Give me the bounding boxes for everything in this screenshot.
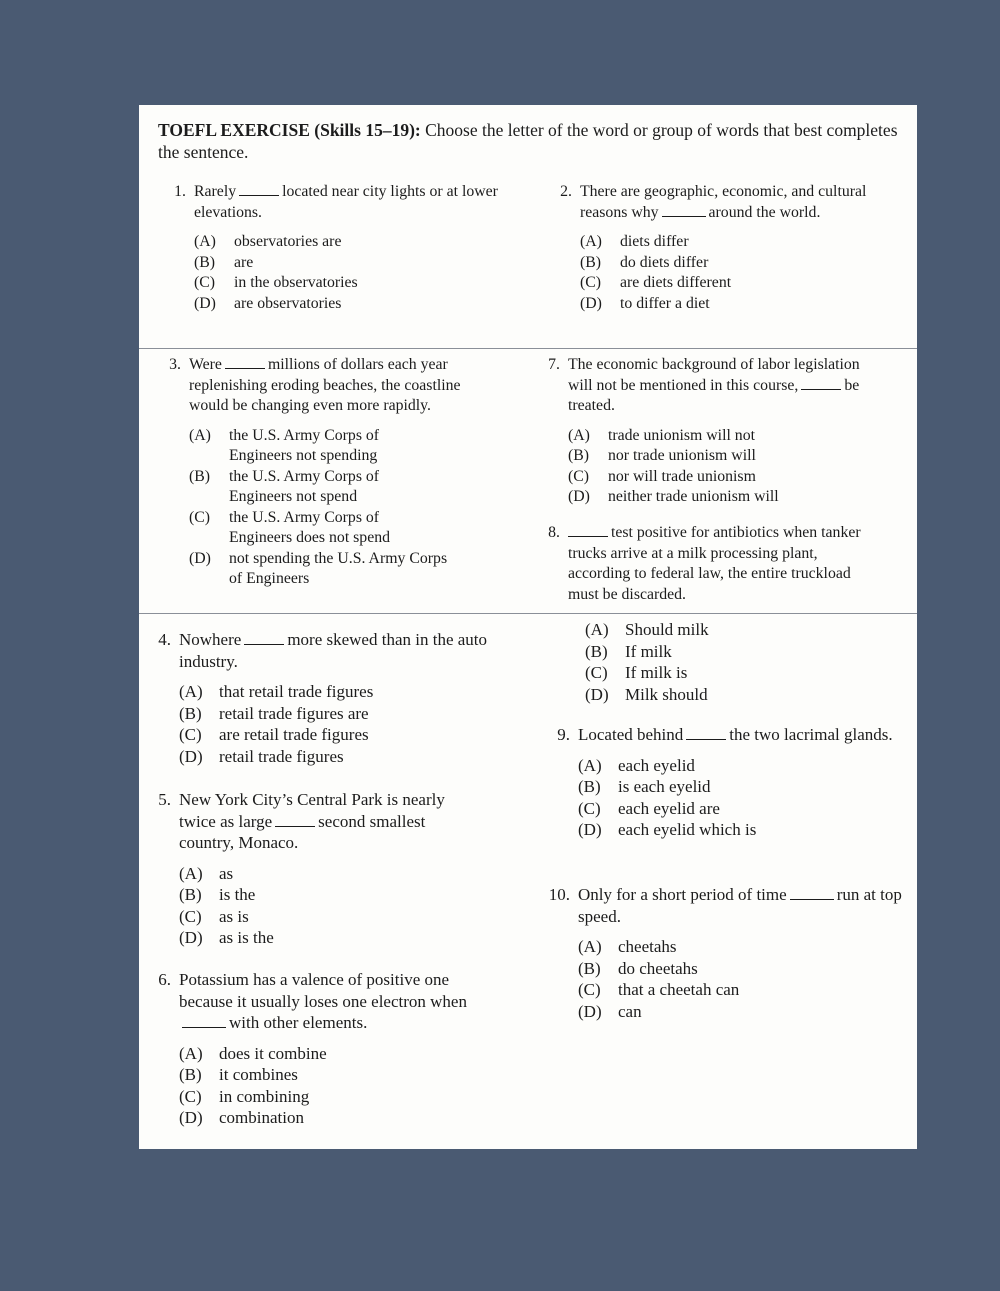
question-5 bbox=[143, 789, 513, 949]
option-d[interactable]: (D) can bbox=[578, 1001, 642, 1021]
answer-blank bbox=[182, 1015, 226, 1028]
option-b[interactable]: (B) retail trade figures are bbox=[179, 703, 369, 723]
question-8 bbox=[532, 523, 872, 605]
question-stem: Only for a short period of time run at top speed. bbox=[578, 885, 902, 926]
answer-options bbox=[580, 232, 884, 314]
answer-blank bbox=[225, 356, 265, 369]
option-c[interactable]: (C) each eyelid are bbox=[578, 798, 720, 818]
option-a[interactable]: (A) Should milk bbox=[585, 620, 709, 639]
question-9 bbox=[542, 724, 902, 841]
option-d[interactable]: (D) as is the bbox=[179, 928, 274, 947]
option-d[interactable]: (D) combination bbox=[179, 1108, 304, 1127]
exercise-title: TOEFL EXERCISE (Skills 15–19): bbox=[158, 120, 421, 140]
option-b[interactable]: (B) do cheetahs bbox=[578, 958, 698, 978]
option-a[interactable]: (A) that retail trade figures bbox=[179, 682, 374, 701]
question-number: 10. bbox=[548, 885, 570, 904]
answer-options bbox=[568, 426, 872, 508]
answer-options bbox=[189, 426, 493, 590]
answer-blank bbox=[239, 183, 279, 196]
question-number: 4. bbox=[158, 630, 171, 649]
question-stem: Located behind the two lacrimal glands. bbox=[578, 725, 893, 744]
question-1 bbox=[158, 182, 518, 314]
answer-blank bbox=[275, 814, 315, 827]
question-stem: test positive for antibiotics when tanker trucks arrive at a milk processing plant, according to federal law, the entire truckload must be discarded. bbox=[568, 524, 861, 603]
answer-blank bbox=[244, 632, 284, 645]
answer-options bbox=[194, 232, 518, 314]
option-b[interactable]: (B) it combines bbox=[179, 1065, 298, 1084]
option-d[interactable]: (D) each eyelid which is bbox=[578, 820, 757, 839]
answer-blank bbox=[686, 727, 726, 740]
question-8-options bbox=[549, 619, 869, 705]
option-a[interactable]: (A) trade unionism will not bbox=[568, 426, 755, 444]
option-a[interactable]: (A) observatories are bbox=[194, 233, 342, 250]
option-d[interactable]: (D) retail trade figures bbox=[179, 746, 344, 766]
answer-options bbox=[179, 1043, 513, 1129]
answer-blank bbox=[801, 377, 841, 390]
exercise-instructions: Choose the letter of the word or group of words that best completes the sentence. bbox=[158, 120, 898, 162]
option-c[interactable]: (C) are retail trade figures bbox=[179, 725, 369, 744]
answer-options bbox=[179, 681, 513, 767]
option-d[interactable]: (D) to differ a diet bbox=[580, 294, 710, 312]
question-number: 2. bbox=[560, 183, 572, 200]
section-divider bbox=[139, 348, 917, 349]
question-stem: The economic background of labor legislation will not be mentioned in this course, be treated. bbox=[568, 356, 860, 414]
question-number: 9. bbox=[557, 725, 570, 744]
question-4 bbox=[143, 629, 513, 767]
question-6 bbox=[143, 969, 513, 1129]
option-c[interactable]: (C) in combining bbox=[179, 1086, 310, 1106]
option-b[interactable]: (B) are bbox=[194, 253, 254, 271]
question-10 bbox=[542, 884, 902, 1022]
option-d[interactable]: (D) not spending the U.S. Army Corps of Engineers bbox=[189, 549, 448, 587]
question-3 bbox=[153, 355, 493, 590]
option-b[interactable]: (B) nor trade unionism will bbox=[568, 447, 756, 464]
option-b[interactable]: (B) is the bbox=[179, 885, 256, 904]
answer-options bbox=[179, 863, 513, 949]
question-stem: Were millions of dollars each year replenishing eroding beaches, the coastline would be changing even more rapidly. bbox=[189, 356, 461, 414]
answer-options bbox=[578, 755, 902, 841]
question-stem: Nowhere more skewed than in the auto industry. bbox=[179, 630, 488, 671]
section-divider bbox=[139, 613, 917, 614]
option-a[interactable]: (A) cheetahs bbox=[578, 937, 677, 956]
option-c[interactable]: (C) the U.S. Army Corps of Engineers does not spend bbox=[189, 508, 391, 546]
worksheet bbox=[139, 105, 917, 1149]
question-number: 7. bbox=[548, 356, 560, 373]
question-number: 1. bbox=[174, 183, 186, 200]
option-c[interactable]: (C) as is bbox=[179, 906, 249, 926]
option-d[interactable]: (D) neither trade unionism will bbox=[568, 488, 779, 505]
option-c[interactable]: (C) nor will trade unionism bbox=[568, 467, 756, 485]
option-b[interactable]: (B) If milk bbox=[585, 641, 672, 661]
question-number: 3. bbox=[169, 356, 181, 373]
question-number: 6. bbox=[158, 970, 171, 989]
option-a[interactable]: (A) the U.S. Army Corps of Engineers not spending bbox=[189, 426, 380, 464]
option-c[interactable]: (C) that a cheetah can bbox=[578, 980, 740, 999]
option-d[interactable]: (D) Milk should bbox=[585, 684, 708, 704]
option-c[interactable]: (C) are diets different bbox=[580, 274, 732, 291]
question-number: 5. bbox=[158, 790, 171, 809]
answer-options bbox=[578, 936, 902, 1022]
option-a[interactable]: (A) does it combine bbox=[179, 1043, 327, 1063]
question-stem: There are geographic, economic, and cultural reasons why around the world. bbox=[580, 183, 867, 221]
exercise-heading bbox=[158, 119, 898, 163]
option-c[interactable]: (C) in the observatories bbox=[194, 274, 358, 291]
answer-blank bbox=[790, 887, 834, 900]
answer-blank bbox=[568, 524, 608, 537]
option-a[interactable]: (A) diets differ bbox=[580, 233, 689, 250]
question-7 bbox=[532, 355, 872, 508]
option-b[interactable]: (B) do diets differ bbox=[580, 253, 709, 271]
question-stem: New York City’s Central Park is nearly twice as large second smallest country, Monaco. bbox=[179, 790, 445, 852]
option-d[interactable]: (D) are observatories bbox=[194, 294, 342, 312]
question-2 bbox=[544, 182, 884, 314]
option-a[interactable]: (A) each eyelid bbox=[578, 755, 695, 775]
option-c[interactable]: (C) If milk is bbox=[585, 663, 688, 682]
option-a[interactable]: (A) as bbox=[179, 863, 234, 883]
option-b[interactable]: (B) the U.S. Army Corps of Engineers not spend bbox=[189, 467, 380, 505]
question-stem: Potassium has a valence of positive one because it usually loses one electron whenwith other elements. bbox=[179, 970, 467, 1032]
question-number: 8. bbox=[548, 524, 560, 541]
answer-options bbox=[585, 619, 869, 705]
question-stem: Rarely located near city lights or at lower elevations. bbox=[194, 183, 498, 221]
option-b[interactable]: (B) is each eyelid bbox=[578, 777, 711, 796]
answer-blank bbox=[662, 204, 706, 217]
